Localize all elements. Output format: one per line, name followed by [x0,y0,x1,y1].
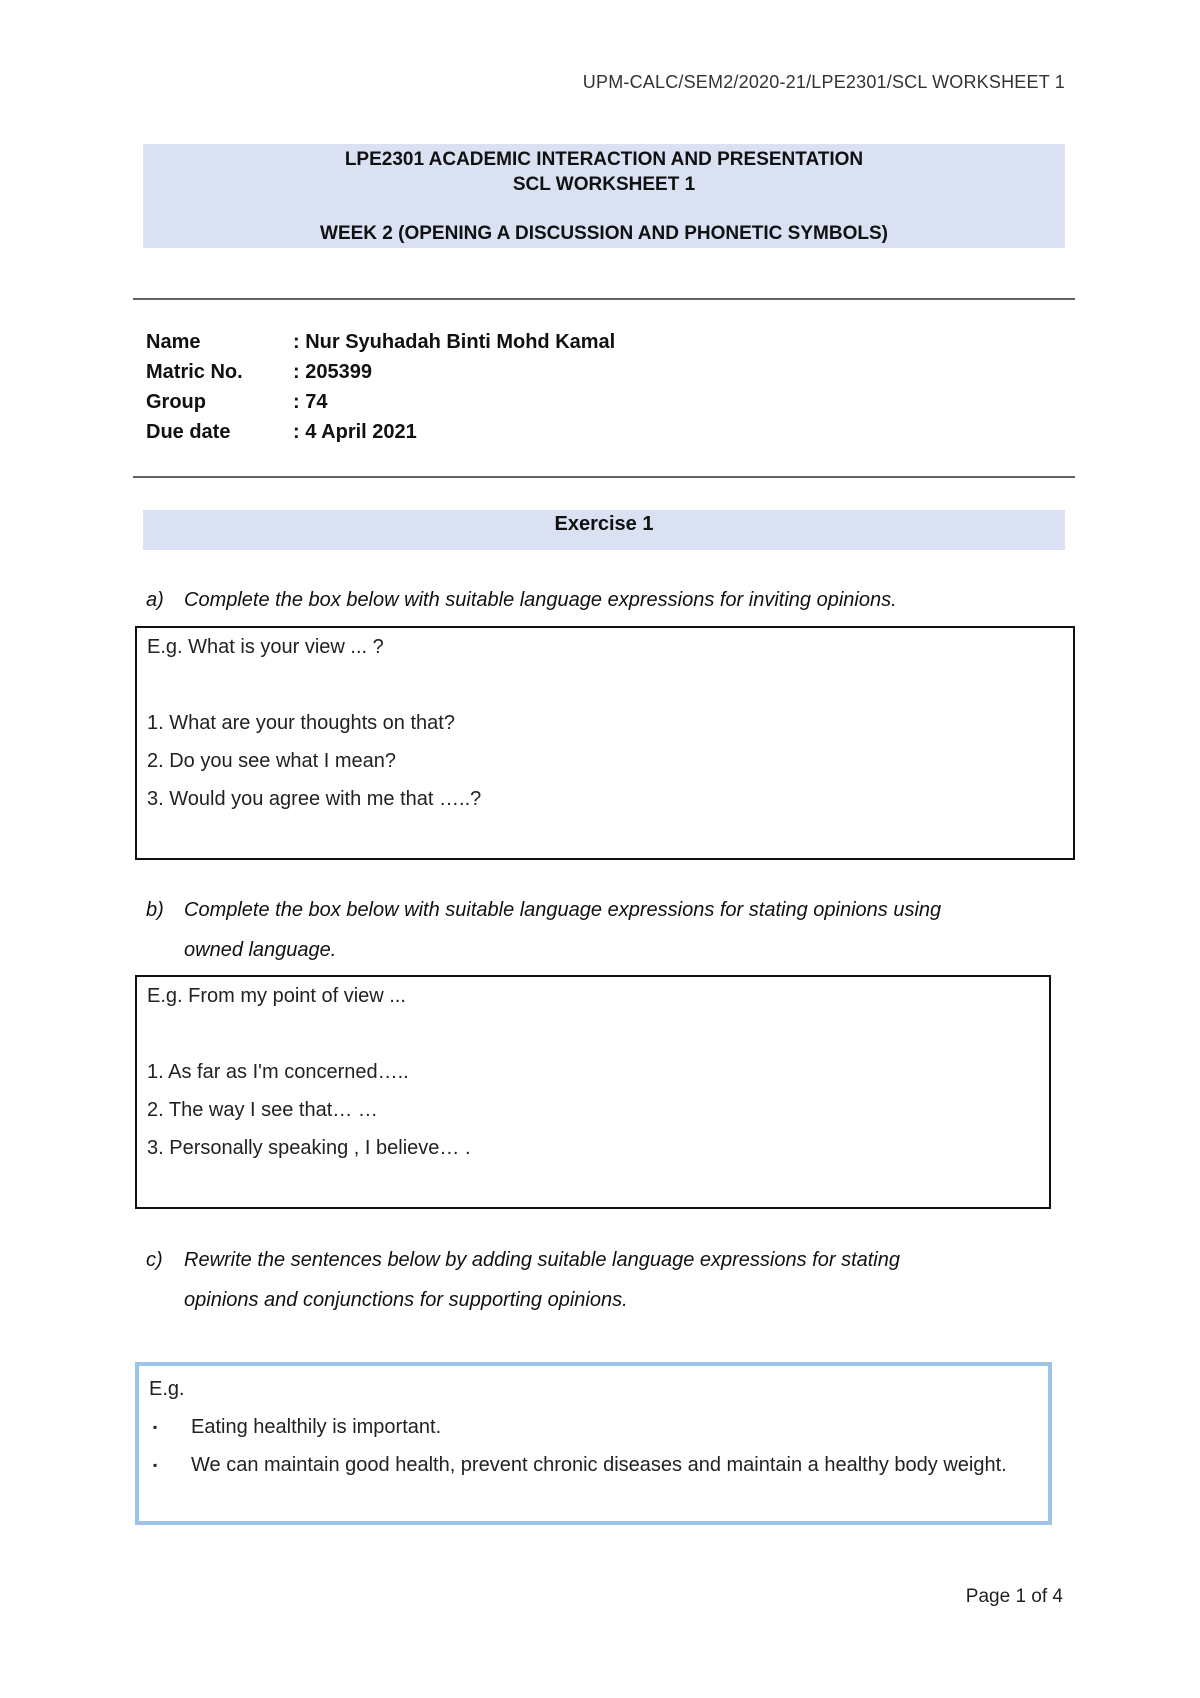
page-number: Page 1 of 4 [965,1586,1063,1607]
answer-a-example: E.g. What is your view ... ? [147,636,384,658]
answer-b-1: 1. As far as I'm concerned….. [147,1061,409,1083]
info-row-group [146,387,615,417]
question-b-label: b) [146,899,164,921]
matric-label: Matric No. [146,361,243,383]
group-label: Group [146,391,206,413]
course-title: LPE2301 ACADEMIC INTERACTION AND PRESENTATION [344,149,864,170]
answer-b-example: E.g. From my point of view ... [147,985,406,1007]
question-a-text: Complete the box below with suitable language expressions for inviting opinions. [184,589,897,611]
exercise-heading: Exercise 1 [143,510,1065,550]
square-bullet-icon: ▪ [153,1420,158,1434]
title-band [143,144,1065,248]
matric-value: : 205399 [293,361,372,383]
question-c-label: c) [146,1249,163,1271]
info-row-due [146,417,615,447]
question-c-text-1: Rewrite the sentences below by adding suitable language expressions for stating [184,1249,900,1271]
example-c-label: E.g. [149,1378,185,1400]
answer-b-3: 3. Personally speaking , I believe… . [147,1137,471,1159]
name-value: : Nur Syuhadah Binti Mohd Kamal [293,331,616,353]
divider-bottom [133,476,1075,478]
question-c-text-2: opinions and conjunctions for supporting opinions. [184,1289,628,1311]
question-c [146,1240,1064,1320]
question-a [146,580,1064,620]
week-title: WEEK 2 (OPENING A DISCUSSION AND PHONETIC SYMBOLS) [320,223,888,244]
due-label: Due date [146,421,231,443]
due-value: : 4 April 2021 [293,421,417,443]
example-c-list [149,1408,1038,1484]
running-header: UPM-CALC/SEM2/2020-21/LPE2301/SCL WORKSHEET 1 [582,72,1065,92]
question-b-text-2: owned language. [184,939,337,961]
list-item [149,1446,1038,1484]
answer-a-3: 3. Would you agree with me that …..? [147,788,482,810]
group-value: : 74 [293,391,328,413]
name-label: Name [146,331,201,353]
answer-box-a [135,626,1075,860]
worksheet-title: SCL WORKSHEET 1 [512,174,696,195]
example-c-bullet-1: Eating healthily is important. [191,1416,442,1438]
example-box-c [135,1362,1052,1525]
answer-a-2: 2. Do you see what I mean? [147,750,397,772]
example-c-bullet-2: We can maintain good health, prevent chronic diseases and maintain a healthy body weight. [191,1454,1007,1476]
square-bullet-icon: ▪ [153,1458,158,1472]
question-b-text-1: Complete the box below with suitable language expressions for stating opinions using [184,899,942,921]
answer-box-b [135,975,1051,1209]
info-row-name [146,327,615,357]
info-row-matric [146,357,615,387]
answer-a-1: 1. What are your thoughts on that? [147,712,455,734]
list-item [149,1408,1038,1446]
answer-b-2: 2. The way I see that… … [147,1099,378,1121]
student-info [146,327,615,447]
divider-top [133,298,1075,300]
question-a-label: a) [146,589,164,611]
question-b [146,890,1064,970]
